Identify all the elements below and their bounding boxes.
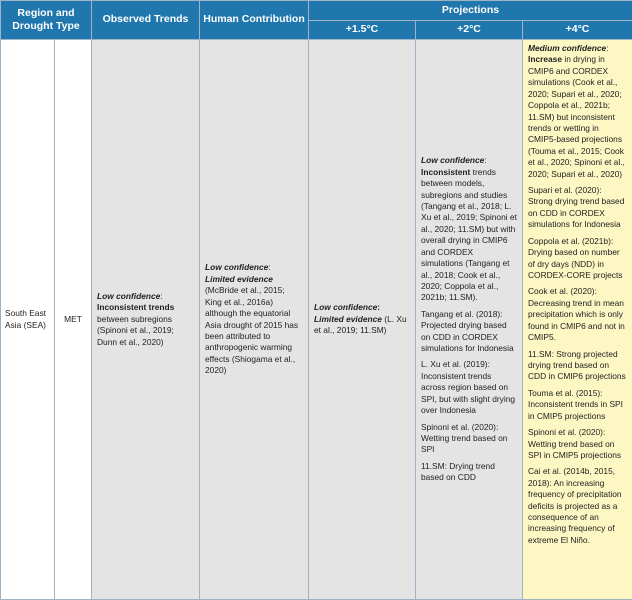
proj-2-cell [416, 40, 523, 600]
region-cell: South East Asia (SEA) [1, 40, 55, 600]
list-item: Spinoni et al. (2020): Wetting trend based on SPI [421, 421, 508, 455]
table-row [1, 40, 632, 600]
drought-type-cell: MET [55, 40, 92, 600]
header-region: Region and Drought Type [1, 1, 92, 40]
p4-colon: : [606, 43, 609, 53]
proj-1-5-cell [309, 40, 416, 600]
observed-colon: : [160, 290, 163, 301]
p4-confidence: Medium confidence [528, 43, 607, 53]
p15-confidence: Low confidence [314, 302, 378, 313]
header-human-contribution: Human Contribution [200, 1, 309, 40]
p15-finding: Limited evidence [314, 313, 382, 324]
observed-text: between subregions (Spinoni et al., 2019; Dunn et al., 2020) [97, 313, 174, 347]
human-contribution-cell [200, 40, 309, 600]
p4-summary [528, 43, 627, 180]
human-colon: : [268, 262, 271, 273]
list-item: Spinoni et al. (2020): Wetting trend based on SPI in CMIP5 projections [528, 427, 622, 460]
list-item: L. Xu et al. (2019): Inconsistent trends across region based on SPI, but with slight drying over Indonesia [421, 359, 516, 416]
header-observed-trends: Observed Trends [92, 1, 200, 40]
header-projections: Projections [309, 1, 632, 21]
list-item: Touma et al. (2015): Inconsistent trends in SPI in CMIP5 projections [528, 387, 623, 421]
header-proj-1-5: +1.5°C [309, 21, 416, 40]
list-item: 11.SM: Strong projected drying trend based on CDD in CMIP6 projections [528, 348, 626, 382]
list-item: 11.SM: Drying trend based on CDD [421, 460, 495, 483]
p4-finding: Increase [528, 54, 562, 65]
p2-colon: : [484, 155, 487, 166]
p4-summary-text: in drying in CMIP6 and CORDEX simulations (Cook et al., 2020; Supari et al., 2020; Coppola et al., 2021b; 11.SM) but inconsistent trends or wetting in CMIP5-based projections (Touma et al., 2015; Cook et al., 2020; Spinoni et al., 2020; Supari et al., 2020) [528, 54, 625, 179]
list-item: Cai et al. (2014b, 2015, 2018): An increasing frequency of precipitation deficits is projected as a consequence of an increasing frequency of extreme El Niño. [528, 466, 622, 545]
p2-confidence: Low confidence [421, 155, 485, 166]
p15-colon: : [377, 302, 381, 313]
list-item: Coppola et al. (2021b): Drying based on number of dry days (NDD) in CORDEX-CORE projects [528, 235, 623, 281]
observed-confidence: Low confidence [97, 290, 161, 301]
list-item: Supari et al. (2020): Strong drying trend based on CDD in CORDEX simulations for Indonesia [528, 185, 625, 230]
header-proj-4: +4°C [523, 21, 632, 40]
p2-summary-text: trends between models, subregions and studies (Tangang et al., 2018; L. Xu et al., 2019; Spinoni et al., 2020; 11.SM) but with overall drying in CMIP6 and CORDEX simulations (Tangang et al., 2018; Cook et al., 2020; Coppola et al., 2021b; 11.SM). [421, 166, 517, 303]
observed-trends-cell [92, 40, 200, 600]
list-item: Cook et al. (2020): Decreasing trend in mean precipitation which is only found in CMIP6 and not in CMIP5. [528, 286, 625, 343]
proj-4-cell [523, 40, 632, 600]
observed-finding: Inconsistent trends [97, 302, 175, 313]
human-confidence: Low confidence [205, 262, 269, 273]
human-text: (McBride et al., 2015; King et al., 2016a) although the equatorial Asia drought of 2015 has been attributed to anthropogenic warming effects (Shiogama et al., 2020) [205, 285, 299, 376]
p2-finding: Inconsistent [421, 166, 471, 177]
p15-text: (L. Xu et al., 2019; 11.SM) [314, 313, 407, 336]
p2-summary [421, 155, 517, 303]
header-proj-2: +2°C [416, 21, 523, 40]
list-item: Tangang et al. (2018): Projected drying based on CDD in CORDEX simulations for Indonesia [421, 308, 514, 354]
human-finding: Limited evidence [205, 273, 273, 284]
